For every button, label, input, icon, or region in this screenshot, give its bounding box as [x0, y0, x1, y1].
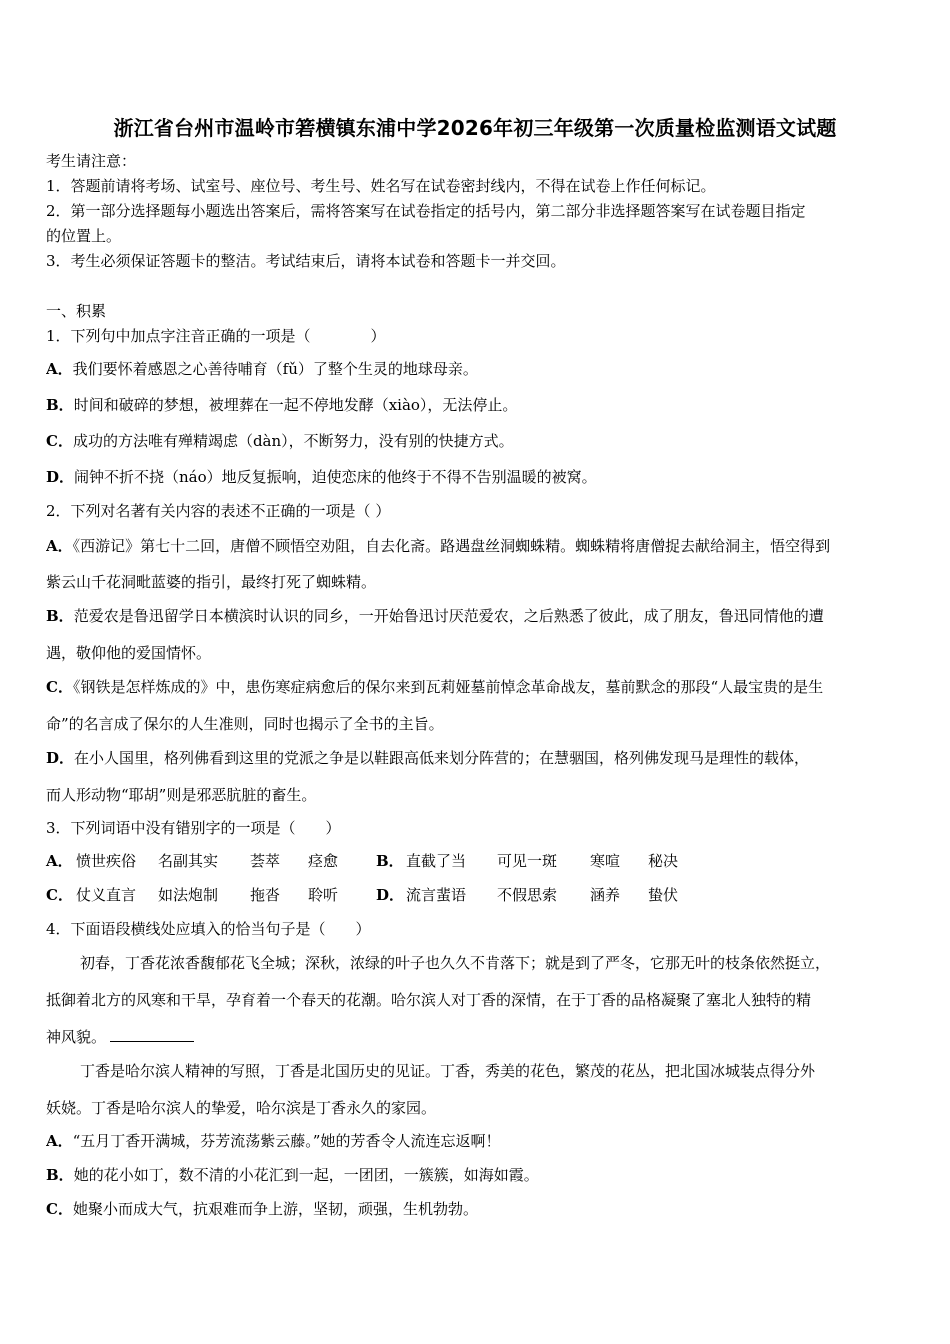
notice-item: 1．答题前请将考场、试室号、座位号、考生号、姓名写在试卷密封线内，不得在试卷上作任何标记。	[46, 177, 716, 195]
passage-line: 妖娆。丁香是哈尔滨人的挚爱，哈尔滨是丁香永久的家园。	[46, 1099, 437, 1117]
page-title: 浙江省台州市温岭市箬横镇东浦中学2026年初三年级第一次质量检监测语文试题	[113, 116, 837, 140]
passage-text: 神风貌。	[46, 1028, 107, 1046]
word-item: 可见一斑	[497, 852, 558, 870]
option-text: 在小人国里，格列佛看到这里的党派之争是以鞋跟高低来划分阵营的；在慧骃国，格列佛发现马是理性的载体，	[74, 749, 810, 767]
option-row	[46, 358, 908, 380]
option-row	[46, 394, 908, 416]
word-item: 名副其实	[158, 852, 219, 870]
option-text: 范爱农是鲁迅留学日本横滨时认识的同乡，一开始鲁迅讨厌范爱农，之后熟悉了彼此，成了朋友，鲁迅同情他的遭	[73, 607, 824, 625]
passage-line: 丁香是哈尔滨人精神的写照，丁香是北国历史的见证。丁香，秀美的花色，繁茂的花丛，把北国冰城装点得分外	[80, 1062, 816, 1080]
option-row	[46, 535, 908, 557]
option-text-continued: 而人形动物“耶胡”则是邪恶肮脏的畜生。	[46, 786, 317, 804]
word-item: 拖沓	[250, 886, 281, 904]
option-row	[46, 1198, 908, 1220]
word-item: 如法炮制	[158, 886, 219, 904]
option-text: 《西游记》第七十二回，唐僧不顾悟空劝阻，自去化斋。路遇盘丝洞蜘蛛精。蜘蛛精将唐僧捉去献给洞主，悟空得到	[72, 537, 831, 555]
word-item: 仗义直言	[76, 886, 137, 904]
option-label: C．	[46, 886, 73, 904]
option-row	[46, 747, 908, 769]
option-label: B．	[46, 396, 74, 414]
passage-line	[46, 1026, 908, 1048]
option-text: 时间和破碎的梦想，被埋葬在一起不停地发酵（xiào），无法停止。	[73, 396, 518, 414]
option-text: 闹钟不折不挠（náo）地反复振响，迫使恋床的他终于不得不告别温暖的被窝。	[74, 468, 597, 486]
word-item: 流言蜚语	[406, 886, 467, 904]
notice-item: 2．第一部分选择题每小题选出答案后，需将答案写在试卷指定的括号内，第二部分非选择题答案写在试卷题目指定	[46, 202, 806, 220]
option-label: A．	[46, 852, 73, 870]
option-text-continued: 遇，敬仰他的爱国情怀。	[46, 644, 212, 662]
option-row	[46, 1130, 908, 1152]
option-label: B．	[46, 607, 74, 625]
option-label: B．	[376, 852, 404, 870]
option-label: A．	[46, 537, 73, 555]
word-item: 聆听	[308, 886, 339, 904]
passage-line: 初春，丁香花浓香馥郁花飞全城；深秋，浓绿的叶子也久久不肯落下；就是到了严冬，它那无叶的枝条依然挺立，	[80, 954, 831, 972]
option-row	[46, 605, 908, 627]
option-label: B．	[46, 1166, 74, 1184]
section-heading: 一、积累	[46, 302, 107, 320]
question-stem: 4．下面语段横线处应填入的恰当句子是（ ）	[46, 920, 371, 938]
option-text: 《钢铁是怎样炼成的》中，患伤寒症病愈后的保尔来到瓦莉娅墓前悼念革命战友，墓前默念的那段“人最宝贵的是生	[72, 678, 824, 696]
question-stem: 1．下列句中加点字注音正确的一项是（ ）	[46, 327, 386, 345]
word-item: 涵养	[590, 886, 621, 904]
notice-item: 的位置上。	[46, 227, 122, 245]
option-label: C．	[46, 1200, 73, 1218]
word-item: 不假思索	[497, 886, 558, 904]
answer-blank	[110, 1027, 194, 1042]
notice-item: 3．考生必须保证答题卡的整洁。考试结束后，请将本试卷和答题卡一并交回。	[46, 252, 566, 270]
passage-line: 抵御着北方的风寒和干旱，孕育着一个春天的花潮。哈尔滨人对丁香的深情，在于丁香的品格凝聚了塞北人独特的精	[46, 991, 812, 1009]
option-text: 她的花小如丁，数不清的小花汇到一起，一团团，一簇簇，如海如霞。	[73, 1166, 539, 1184]
option-label: A．	[46, 1132, 73, 1150]
option-text-continued: 命”的名言成了保尔的人生准则，同时也揭示了全书的主旨。	[46, 715, 444, 733]
option-label: A．	[46, 360, 73, 378]
word-item: 秘决	[648, 852, 679, 870]
option-text: “五月丁香开满城，芬芳流荡紫云藤。”她的芳香令人流连忘返啊！	[72, 1132, 501, 1150]
question-stem: 2．下列对名著有关内容的表述不正确的一项是（ ）	[46, 502, 391, 520]
word-item: 直截了当	[406, 852, 467, 870]
option-row	[46, 1164, 908, 1186]
question-stem: 3．下列词语中没有错别字的一项是（ ）	[46, 819, 341, 837]
option-label: D．	[46, 749, 75, 767]
word-item: 痉愈	[308, 852, 339, 870]
word-item: 蛰伏	[648, 886, 679, 904]
option-text: 我们要怀着感恩之心善待哺育（fǔ）了整个生灵的地球母亲。	[72, 360, 478, 378]
option-label: C．	[46, 678, 73, 696]
option-text-continued: 紫云山千花洞毗蓝婆的指引，最终打死了蜘蛛精。	[46, 573, 377, 591]
word-item: 荟萃	[250, 852, 281, 870]
option-label: D．	[46, 468, 75, 486]
option-row	[46, 466, 908, 488]
option-text: 成功的方法唯有殚精竭虑（dàn），不断努力，没有别的快捷方式。	[72, 432, 514, 450]
option-label: D．	[376, 886, 405, 904]
option-row	[46, 676, 908, 698]
option-label: C．	[46, 432, 73, 450]
word-item: 寒喧	[590, 852, 621, 870]
option-text: 她聚小而成大气，抗艰难而争上游，坚韧，顽强，生机勃勃。	[72, 1200, 478, 1218]
notice-heading: 考生请注意：	[46, 152, 137, 170]
word-item: 愤世疾俗	[76, 852, 137, 870]
option-row	[46, 430, 908, 452]
